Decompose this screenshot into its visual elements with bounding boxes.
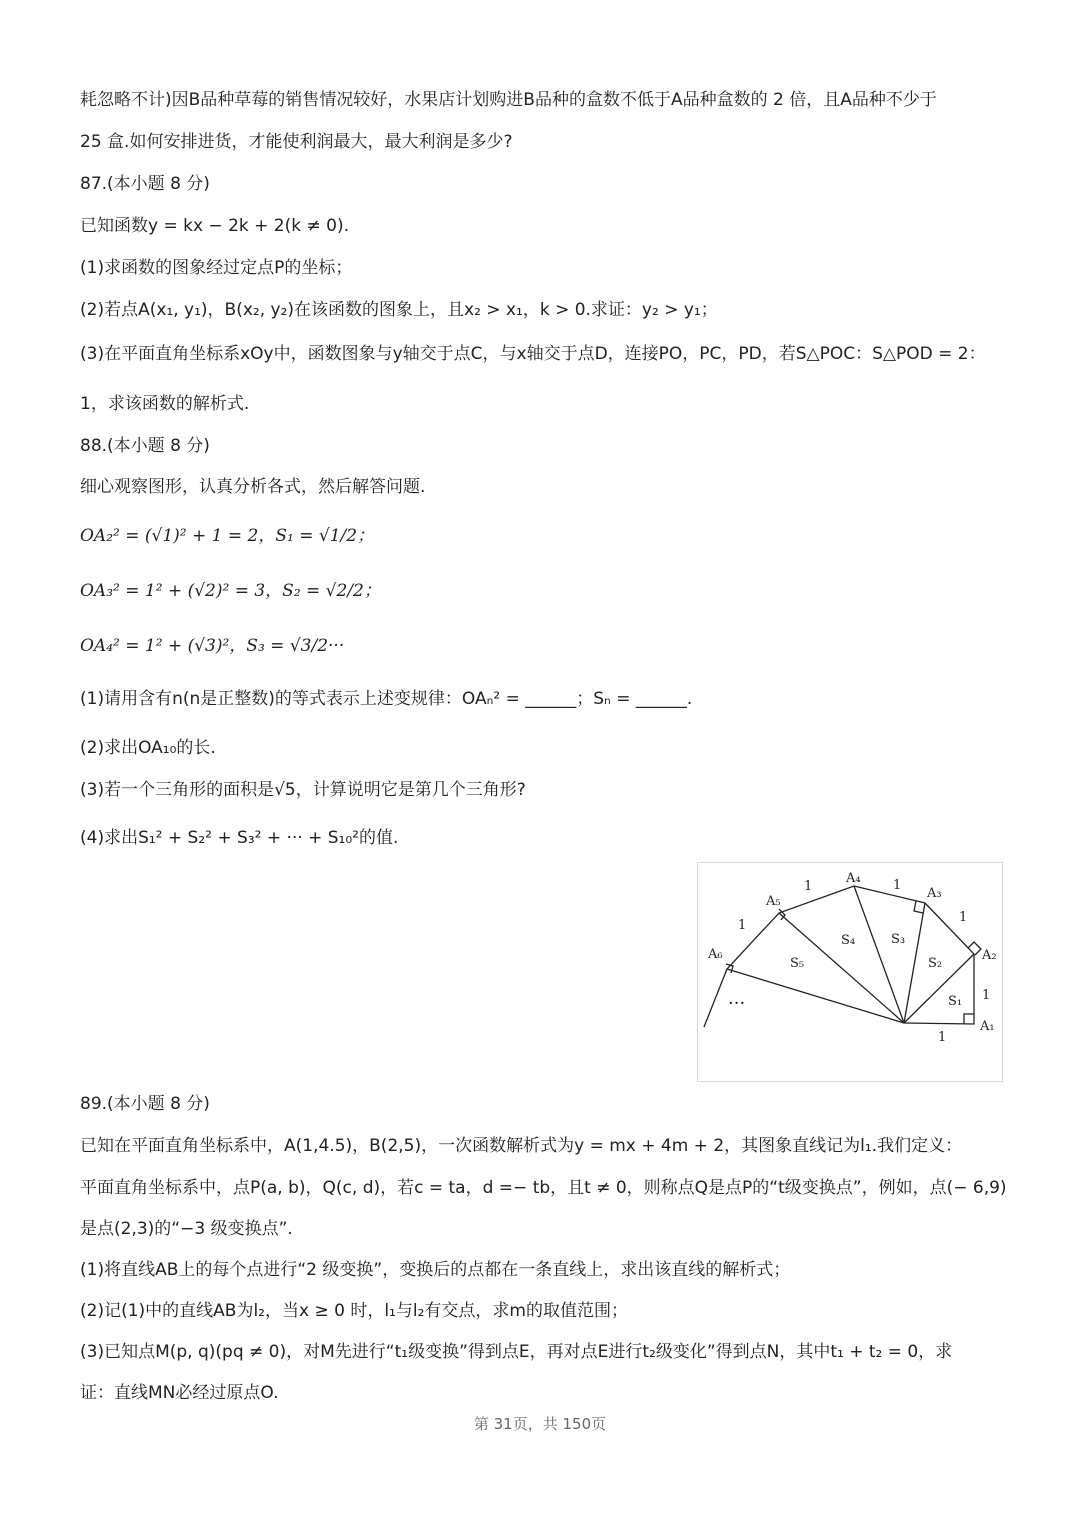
point-label-a5: A₅ bbox=[766, 894, 781, 909]
spoke-oa4 bbox=[854, 886, 904, 1023]
text-line: (3)已知点M(p, q)(pq ≠ 0)，对M先进行“t₁级变换”得到点E，再对点E进行t₂级变化”得到点N，其中t₁ + t₂ = 0，求 bbox=[80, 1342, 953, 1362]
text-line: 已知在平面直角坐标系中，A(1,4.5)，B(2,5)，一次函数解析式为y = mx + 4m + 2，其图象直线记为l₁.我们定义： bbox=[80, 1136, 963, 1156]
point-label-a4: A₄ bbox=[846, 871, 861, 886]
question-heading: 87.(本小题 8 分) bbox=[80, 174, 210, 194]
text-line: 耗忽略不计)因B品种草莓的销售情况较好，水果店计划购进B品种的盒数不低于A品种盒数的 2 倍，且A品种不少于 bbox=[80, 90, 937, 110]
spiral-triangles-figure bbox=[697, 862, 1003, 1082]
question-heading: 89.(本小题 8 分) bbox=[80, 1094, 210, 1114]
area-label-s1: S₁ bbox=[948, 994, 963, 1009]
point-label-a6: A₆ bbox=[708, 947, 723, 962]
spiral-diagram bbox=[698, 863, 1002, 1081]
text-line: (1)求函数的图象经过定点P的坐标； bbox=[80, 258, 353, 278]
question-heading: 88.(本小题 8 分) bbox=[80, 436, 210, 456]
area-label-s4: S₄ bbox=[841, 933, 856, 948]
side-length-label: 1 bbox=[938, 1030, 947, 1045]
text-line: (3)在平面直角坐标系xOy中，函数图象与y轴交于点C，与x轴交于点D，连接PO，PC，PD，若S△POC：S△POD = 2： bbox=[80, 344, 986, 364]
area-label-s5: S₅ bbox=[790, 956, 805, 971]
point-label-a2: A₂ bbox=[982, 948, 997, 963]
right-angle-mark bbox=[968, 942, 981, 955]
formula-line: OA₂² = (√1)² + 1 = 2，S₁ = √1/2； bbox=[80, 526, 375, 546]
ellipsis-label: ··· bbox=[728, 993, 746, 1014]
point-label-a3: A₃ bbox=[927, 886, 942, 901]
side-length-label: 1 bbox=[738, 918, 747, 933]
side-length-label: 1 bbox=[959, 910, 968, 925]
formula-line: OA₄² = 1² + (√3)²，S₃ = √3/2··· bbox=[80, 636, 345, 656]
right-angle-mark bbox=[964, 1014, 974, 1024]
text-line: (2)若点A(x₁, y₁)，B(x₂, y₂)在该函数的图象上，且x₂ > x₁，k > 0.求证：y₂ > y₁； bbox=[80, 300, 718, 320]
text-line: 细心观察图形，认真分析各式，然后解答问题. bbox=[80, 477, 426, 497]
area-label-s3: S₃ bbox=[891, 932, 906, 947]
text-line: (1)将直线AB上的每个点进行“2 级变换”，变换后的点都在一条直线上，求出该直线的解析式； bbox=[80, 1260, 791, 1280]
text-line: 证：直线MN必经过原点O. bbox=[80, 1383, 279, 1403]
point-label-a1: A₁ bbox=[980, 1019, 995, 1034]
area-label-s2: S₂ bbox=[928, 956, 943, 971]
text-line: 1，求该函数的解析式. bbox=[80, 394, 250, 414]
spoke-oa6 bbox=[727, 969, 904, 1023]
text-line: (1)请用含有n(n是正整数)的等式表示上述变规律：OAₙ² = ______；Sₙ = ______. bbox=[80, 689, 693, 709]
side-length-label: 1 bbox=[982, 988, 991, 1003]
text-line: 已知函数y = kx − 2k + 2(k ≠ 0). bbox=[80, 216, 349, 236]
text-line: 25 盒.如何安排进货，才能使利润最大，最大利润是多少? bbox=[80, 132, 513, 152]
text-line: (4)求出S₁² + S₂² + S₃² + ··· + S₁₀²的值. bbox=[80, 828, 399, 848]
formula-line: OA₃² = 1² + (√2)² = 3，S₂ = √2/2； bbox=[80, 581, 381, 601]
side-length-label: 1 bbox=[804, 879, 813, 894]
text-line: (3)若一个三角形的面积是√5，计算说明它是第几个三角形? bbox=[80, 780, 526, 800]
text-line: 平面直角坐标系中，点P(a, b)，Q(c, d)，若c = ta，d =− tb，且t ≠ 0，则称点Q是点P的“t级变换点”，例如，点(− 6,9) bbox=[80, 1178, 1007, 1198]
text-line: (2)记(1)中的直线AB为l₂，当x ≥ 0 时，l₁与l₂有交点，求m的取值范围； bbox=[80, 1301, 628, 1321]
page-footer: 第 31页，共 150页 bbox=[473, 1415, 607, 1433]
text-line: 是点(2,3)的“−3 级变换点”. bbox=[80, 1219, 293, 1239]
text-line: (2)求出OA₁₀的长. bbox=[80, 738, 216, 758]
side-length-label: 1 bbox=[893, 878, 902, 893]
